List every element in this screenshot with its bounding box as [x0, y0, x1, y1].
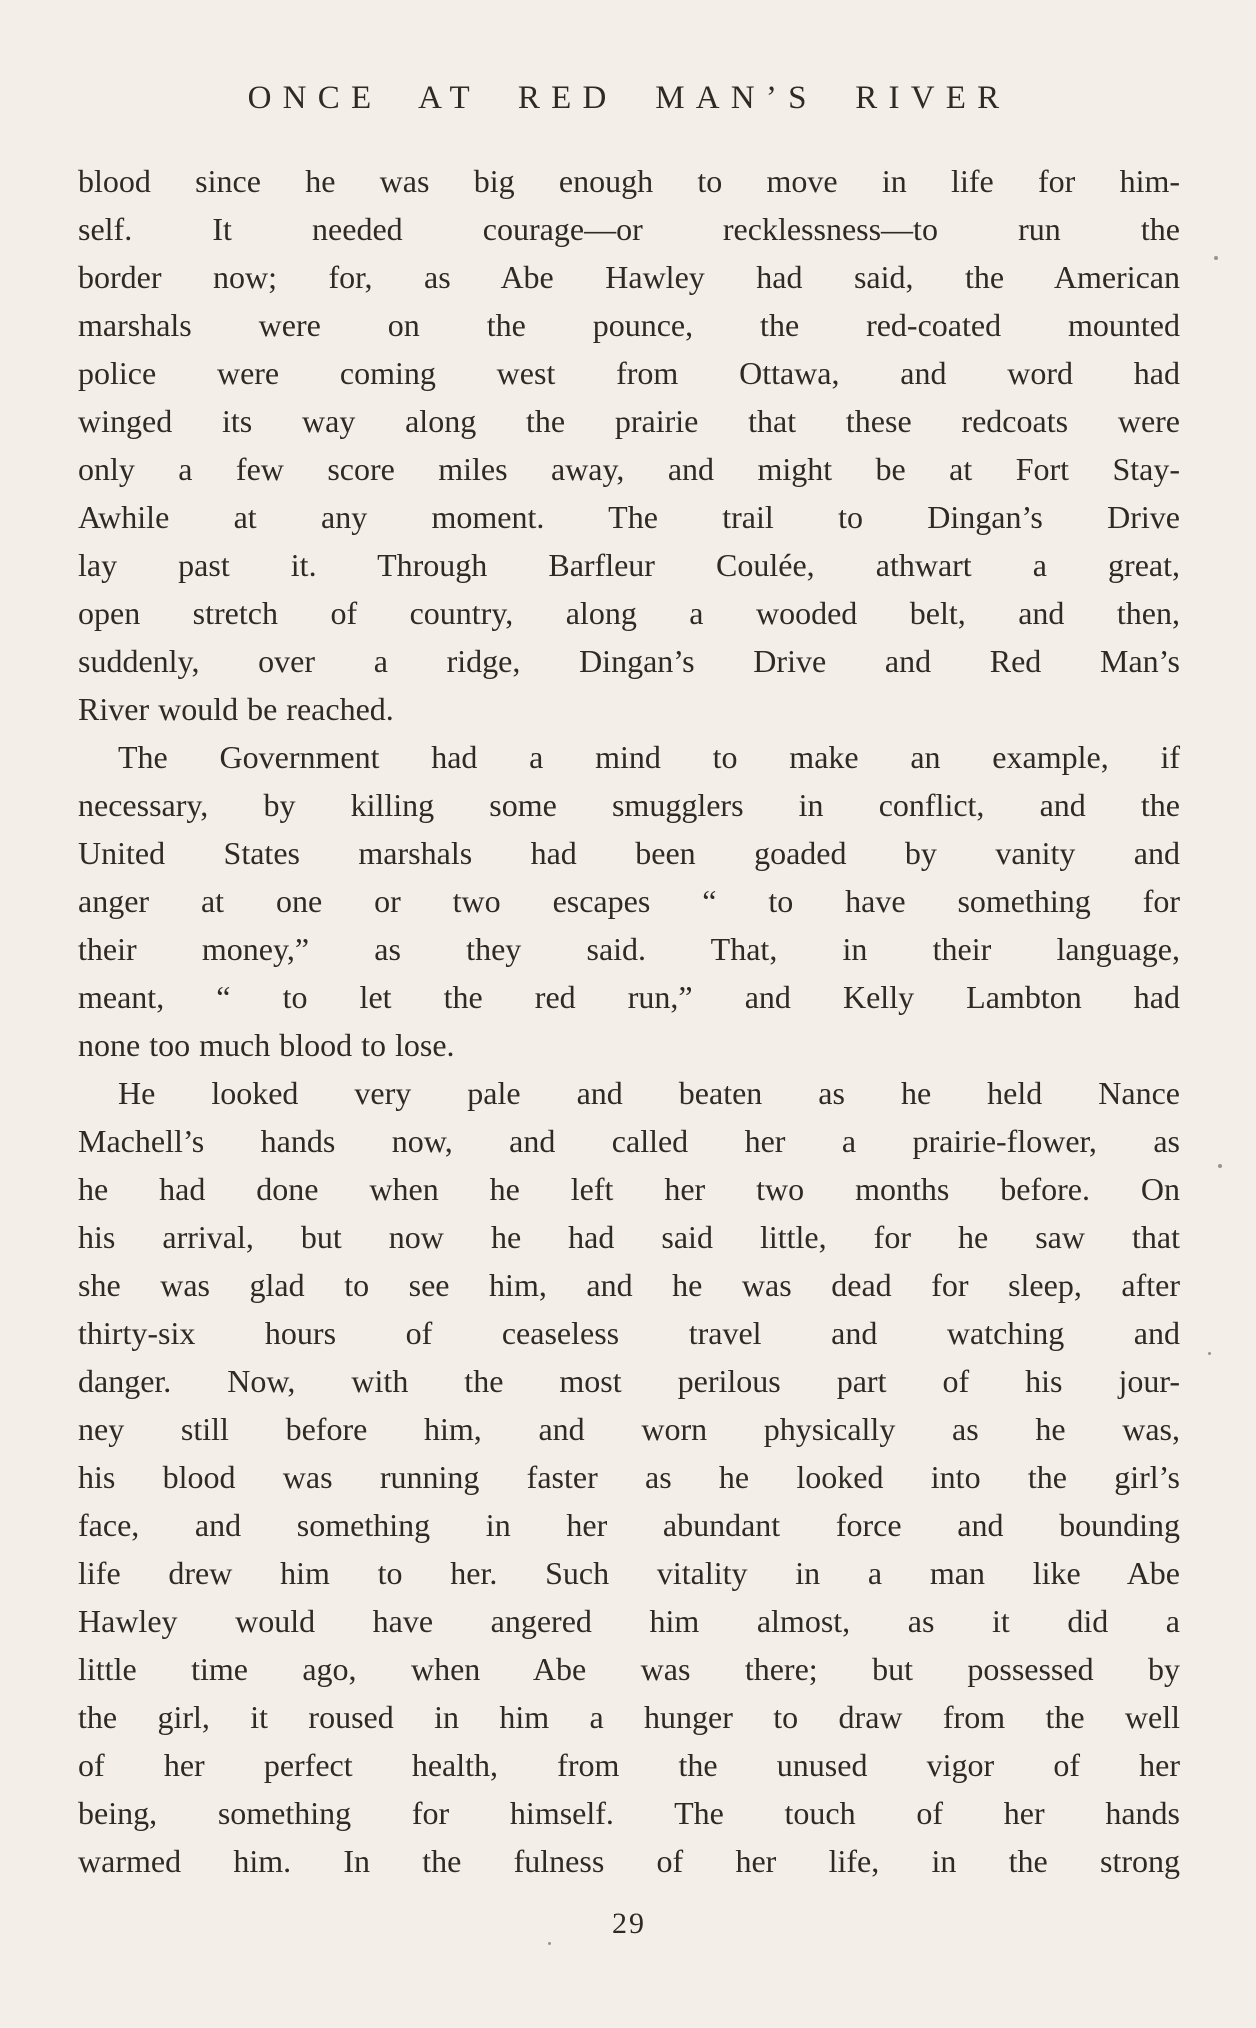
text-line: border now; for, as Abe Hawley had said, the American — [78, 259, 1180, 295]
text-line: River would be reached. — [78, 691, 394, 727]
text-line: none too much blood to lose. — [78, 1027, 455, 1063]
scan-speck — [1214, 256, 1218, 260]
text-line: Machell’s hands now, and called her a prairie-flower, as — [78, 1123, 1180, 1159]
text-line: The Government had a mind to make an example, if — [118, 739, 1180, 775]
text-line: his blood was running faster as he looked into the girl’s — [78, 1459, 1180, 1495]
text-line: marshals were on the pounce, the red-coated mounted — [78, 307, 1180, 343]
text-line: thirty-six hours of ceaseless travel and watching and — [78, 1315, 1180, 1351]
text-line: only a few score miles away, and might be at Fort Stay- — [78, 451, 1180, 487]
text-line: anger at one or two escapes “ to have something for — [78, 883, 1180, 919]
paragraph — [78, 733, 1180, 1069]
paragraph — [78, 1069, 1180, 1885]
text-line: police were coming west from Ottawa, and word had — [78, 355, 1180, 391]
text-line: his arrival, but now he had said little, for he saw that — [78, 1219, 1180, 1255]
text-line: he had done when he left her two months before. On — [78, 1171, 1180, 1207]
text-line: little time ago, when Abe was there; but possessed by — [78, 1651, 1180, 1687]
text-line: He looked very pale and beaten as he held Nance — [118, 1075, 1180, 1111]
text-line: United States marshals had been goaded by vanity and — [78, 835, 1180, 871]
text-line: suddenly, over a ridge, Dingan’s Drive and Red Man’s — [78, 643, 1180, 679]
text-line: face, and something in her abundant force and bounding — [78, 1507, 1180, 1543]
text-line: being, something for himself. The touch of her hands — [78, 1795, 1180, 1831]
book-page — [78, 80, 1180, 1941]
text-line: of her perfect health, from the unused vigor of her — [78, 1747, 1180, 1783]
running-title: ONCE AT RED MAN’S RIVER — [247, 80, 1011, 116]
text-line: life drew him to her. Such vitality in a man like Abe — [78, 1555, 1180, 1591]
text-line: their money,” as they said. That, in their language, — [78, 931, 1180, 967]
text-line: self. It needed courage—or recklessness—to run the — [78, 211, 1180, 247]
text-line: open stretch of country, along a wooded belt, and then, — [78, 595, 1180, 631]
scan-speck — [1218, 1164, 1222, 1168]
text-line: winged its way along the prairie that these redcoats were — [78, 403, 1180, 439]
text-line: ney still before him, and worn physically as he was, — [78, 1411, 1180, 1447]
text-line: Awhile at any moment. The trail to Dingan’s Drive — [78, 499, 1180, 535]
text-line: warmed him. In the fulness of her life, in the strong — [78, 1843, 1180, 1879]
text-line: lay past it. Through Barfleur Coulée, athwart a great, — [78, 547, 1180, 583]
text-line: meant, “ to let the red run,” and Kelly Lambton had — [78, 979, 1180, 1015]
scan-speck — [1208, 1352, 1211, 1355]
text-line: necessary, by killing some smugglers in conflict, and the — [78, 787, 1180, 823]
text-line: she was glad to see him, and he was dead for sleep, after — [78, 1267, 1180, 1303]
text-line: blood since he was big enough to move in life for him- — [78, 163, 1180, 199]
scan-speck — [548, 1942, 551, 1945]
paragraph — [78, 157, 1180, 733]
page-number: 29 — [612, 1907, 646, 1940]
text-body — [78, 157, 1180, 1885]
text-line: the girl, it roused in him a hunger to draw from the well — [78, 1699, 1180, 1735]
text-line: danger. Now, with the most perilous part of his jour- — [78, 1363, 1180, 1399]
text-line: Hawley would have angered him almost, as it did a — [78, 1603, 1180, 1639]
